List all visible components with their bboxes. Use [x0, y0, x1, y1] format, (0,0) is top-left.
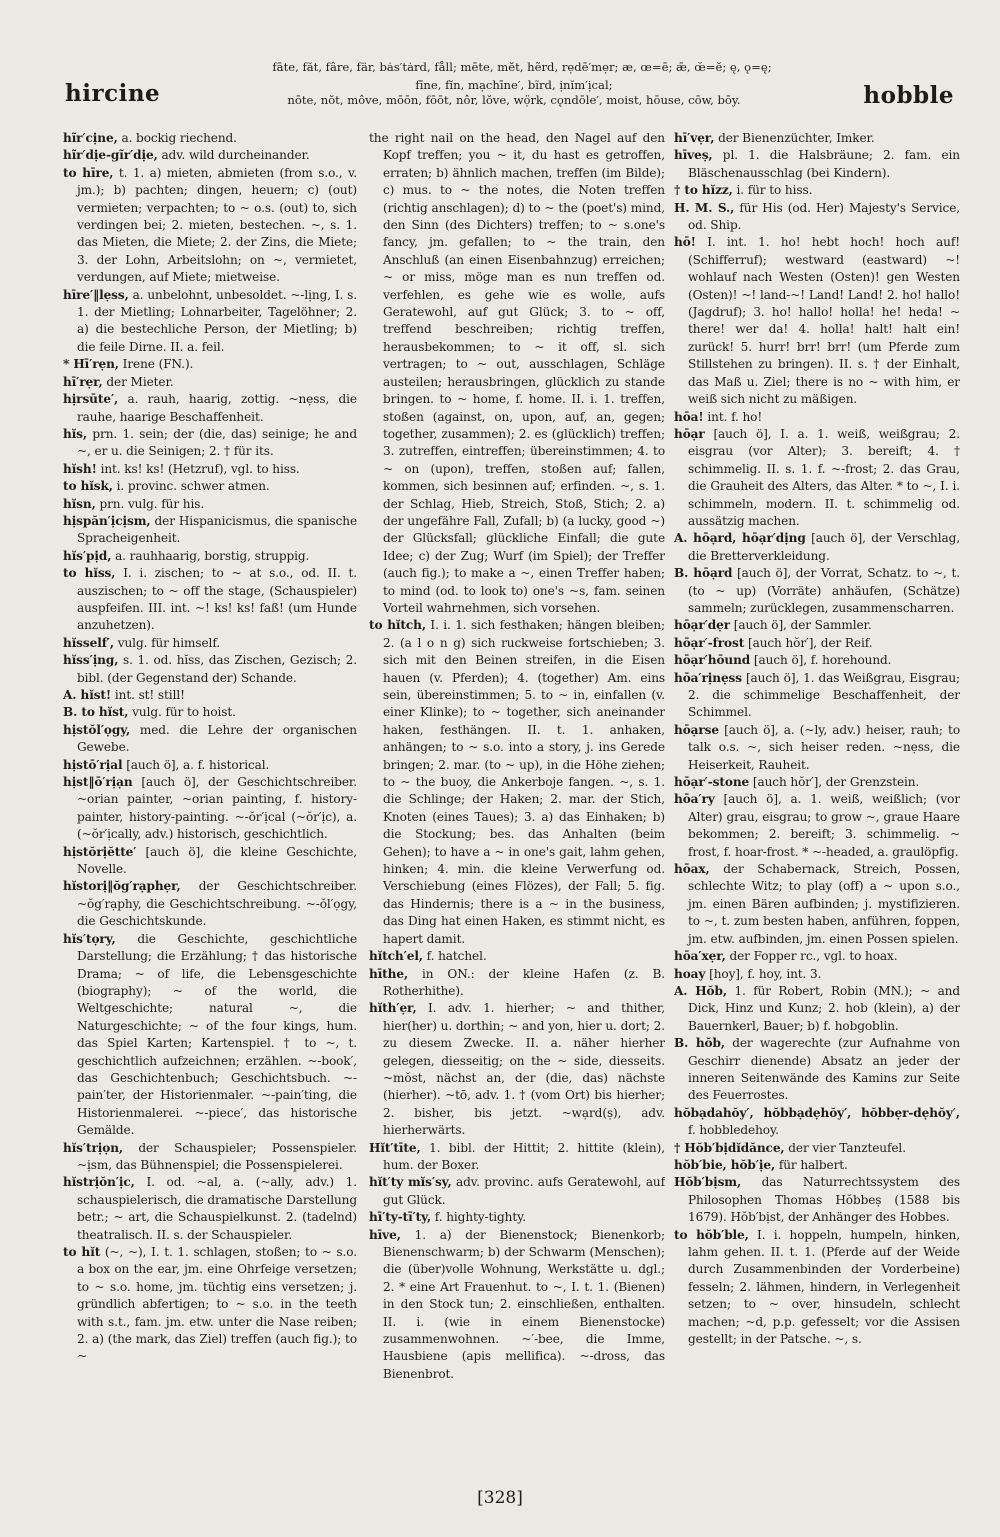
entry-headword: hĭss′ịng,: [63, 653, 119, 668]
entry-headword: to hĭsk,: [63, 479, 113, 494]
entry-headword: H. M. S.,: [674, 200, 735, 215]
entry-headword: hĭstrịŏn′ịc,: [63, 1175, 135, 1190]
entry-definition: vulg. für himself.: [117, 635, 221, 650]
dictionary-entry: [674, 200, 960, 235]
dictionary-entry: [674, 147, 960, 182]
entry-definition: [auch ö], I. a. 1. weiß, weißgrau; 2. eisgrau (vor Alter); 3. bereift; 4. † schimmelig. II. s. 1. f. ~-frost; 2. das Grau, die Grauheit des Alters, das Alter. * to ~, I. i. schimmeln, modern. II. t. schimmelig od. aussätzig machen.: [688, 426, 960, 528]
entry-headword: to hĭtch,: [369, 618, 426, 633]
entry-definition: der Geschichtschreiber. ~ŏg′rạphy, die Geschichtschreibung. ~-ŏl′ọgy, die Geschichtskunde.: [77, 879, 357, 929]
entry-headword: hōạr′dẹr: [674, 618, 730, 633]
catchword-left: hircine: [65, 80, 161, 107]
dictionary-entry: [674, 530, 960, 565]
entry-definition: für halbert.: [778, 1157, 848, 1172]
dictionary-entry: [674, 565, 960, 617]
entry-headword: hĩr′cịne,: [63, 131, 118, 145]
dictionary-entry: [369, 1000, 665, 1139]
entry-headword: hōax,: [674, 862, 710, 877]
entry-definition: I. i. zischen; to ~ at s.o., od. II. t. auszischen; to ~ off the stage, (Schauspieler) auspfeifen. III. int. ~! ks! ks! faß! (um Hunde anzuhetzen).: [77, 566, 357, 633]
page-number: [328]: [477, 1488, 523, 1508]
dictionary-entry: [63, 722, 357, 757]
dictionary-entry: [63, 513, 357, 548]
entry-headword: hĩr′dịe-gĩr′dịe,: [63, 148, 158, 163]
entry-headword: hōạr′-frost: [674, 635, 745, 650]
dictionary-entry: [674, 861, 960, 948]
entry-definition: der vier Tanzteufel.: [788, 1140, 906, 1155]
entry-headword: hō!: [674, 235, 696, 250]
dictionary-entry: [369, 1174, 665, 1209]
entry-headword: hīthe,: [369, 966, 409, 981]
dictionary-entry: [674, 635, 960, 652]
dictionary-entry: [63, 757, 357, 774]
pronunciation-key-line-2: fīne, fĭn, mạchīne′, bĩrd, ịnĭm′ịcal;: [415, 78, 613, 92]
entry-definition: [auch hŏr′], der Grenzstein.: [752, 775, 920, 790]
entry-definition: adv. provinc. aufs Geratewohl, auf gut Glück.: [383, 1175, 665, 1207]
dictionary-entry: [63, 687, 357, 704]
dictionary-entry: [674, 409, 960, 426]
entry-definition: a. rauhhaarig, borstig, struppig.: [115, 548, 310, 563]
entry-headword: hịrsūte′,: [63, 392, 119, 407]
entry-definition: i. für to hiss.: [736, 183, 813, 198]
dictionary-entry: [63, 426, 357, 461]
entry-definition: I. od. ~al, a. (~ally, adv.) 1. schauspielerisch, die dramatische Darstellung betr.; ~ art, die Schauspielkunst. 2. (tadelnd) theatralisch. II. s. der Schauspieler.: [77, 1175, 357, 1242]
dictionary-entry: [63, 1174, 357, 1244]
entry-headword: Hŏb′bịsm,: [674, 1175, 742, 1190]
entry-headword: hĭstorị‖ŏg′rạphẹr,: [63, 879, 181, 894]
pronunciation-key-line-3: nōte, nŏt, môve, mōōn, fōōt, nôr, lŏve, wọ̈rk, cǫndōle′, moist, hōuse, cōw, bōy.: [287, 93, 741, 107]
entry-definition: med. die Lehre der organischen Gewebe.: [77, 722, 357, 755]
dictionary-entry: [63, 635, 357, 652]
entry-headword: A. hōạrd, hōạr′dịng: [674, 531, 806, 546]
dictionary-entry: [674, 1140, 960, 1157]
entry-definition: int. ks! ks! (Hetzruf), vgl. to hiss.: [100, 461, 300, 476]
entry-definition: [auch ö], der Vorrat, Schatz. to ~, t. (to ~ up) (Vorräte) anhäufen, (Schätze) sammeln; zurücklegen, zusammenscharren.: [688, 566, 960, 615]
entry-definition: vulg. für to hoist.: [132, 705, 236, 720]
entry-definition: I. i. hoppeln, humpeln, hinken, lahm gehen. II. t. 1. (Pferde auf der Weide durch Zusammenbinden der Vorderbeine) fesseln; 2. lähmen, hindern, in Verlegenheit setzen; to ~ over, hinsudeln, schlecht machen; ~d, p.p. gefesselt; vor die Assisen gestellt; in der Patsche. ~, s.: [688, 1227, 960, 1347]
entry-headword: hŏb′bie, hŏb′ịe,: [674, 1157, 776, 1172]
entry-headword: * Hī′rẹn,: [63, 357, 119, 372]
dictionary-entry: [674, 617, 960, 634]
entry-definition: I. adv. 1. hierher; ~ and thither, hier(her) u. dorthin; ~ and yon, hier u. dort; 2. zu diesem Zwecke. II. a. näher hierher gelegen, diesseitig; on the ~ side, diesseits. ~mŏst, nächst an, der (die, das) nächste (hierher). ~tō, adv. 1. † (vom Ort) bis hierher; 2. bisher, bis jetzt. ~wạrd(ṣ), adv. hierherwärts.: [383, 1001, 665, 1138]
column-2: [369, 130, 665, 1480]
entry-headword: B. to hĭst,: [63, 705, 129, 720]
entry-headword: hī′vẹr,: [674, 131, 715, 145]
pronunciation-key-lower: [220, 78, 808, 108]
dictionary-entry: [63, 287, 357, 357]
entry-headword: hịspăn′ịcịsm,: [63, 513, 151, 528]
entry-definition: f. hobbledehoy.: [688, 1123, 779, 1138]
entry-definition: t. 1. a) mieten, abmieten (from s.o., v. jm.); b) pachten; dingen, heuern; c) (out) vermieten; verpachten; to ~ o.s. (out) to, sich verdingen bei; 2. mieten, bestechen. ~, s. 1. das Mieten, die Miete; 2. der Zins, die Miete; 3. der Lohn, Arbeitslohn; on ~, vermietet, verdungen, auf Miete; mietweise.: [77, 165, 357, 285]
entry-definition: [auch ö], die kleine Geschichte, Novelle.: [77, 844, 357, 877]
entry-headword: hōạr′-stone: [674, 775, 750, 790]
entry-definition: der Hispanicismus, die spanische Spracheigenheit.: [77, 513, 357, 546]
dictionary-entry: [674, 130, 960, 147]
entry-definition: der Schabernack, Streich, Possen, schlechte Witz; to play (off) a ~ upon s.o., jm. einen Bären aufbinden; j. mystifizieren. to ~, t. zum besten haben, anführen, foppen, jm. etw. aufbinden, jm. einen Possen spielen.: [688, 862, 960, 946]
entry-headword: hĭt′ty mĭs′sy,: [369, 1175, 452, 1190]
entry-definition: [auch ö], f. horehound.: [753, 653, 892, 668]
entry-definition: für His (od. Her) Majesty's Service, od. Ship.: [688, 200, 960, 233]
entry-definition: das Naturrechtssystem des Philosophen Thomas Hŏbbeṣ (1588 bis 1679). Hŏb′bịst, der Anhänger des Hobbes.: [688, 1175, 960, 1225]
dictionary-entry: [63, 652, 357, 687]
entry-definition: I. int. 1. ho! hebt hoch! hoch auf! (Schifferruf); westward (eastward) ~! wohlauf nach Westen (Osten)! gen Westen (Osten)! ~! land-~! Land! Land! 2. ho! hallo! (Jagdruf); 3. ho! hallo! holla! he! heda! ~ there! wer da! 4. holla! halt! halt ein! zurück! 5. hurr! brr! brr! (um Pferde zum Stillstehen zu bringen). II. s. † der Einhalt, das Maß u. Ziel; there is no ~ with him, er weiß sich nicht zu mäßigen.: [688, 235, 960, 407]
column-1: [63, 130, 357, 1480]
entry-definition: der Schauspieler; Possenspieler. ~ịsm, das Bühnenspiel; die Possenspielerei.: [77, 1140, 357, 1172]
dictionary-entry: [63, 1140, 357, 1175]
entry-definition: int. f. ho!: [707, 409, 763, 424]
entry-headword: to hīre,: [63, 165, 114, 180]
entry-headword: hōa′xẹr,: [674, 949, 726, 964]
dictionary-entry: [674, 1157, 960, 1174]
entry-definition: in ON.: der kleine Hafen (z. B. Rotherhithe).: [383, 966, 665, 998]
entry-definition: der wagerechte (zur Aufnahme von Geschirr dienende) Absatz an jeder der inneren Seitenwände des Kamins zur Seite des Feuerrostes.: [688, 1036, 960, 1103]
entry-headword: to hĭt: [63, 1245, 101, 1259]
entry-headword: B. hōạrd: [674, 566, 733, 581]
entry-headword: A. Hŏb,: [674, 983, 727, 998]
entry-headword: hĭs′tọry,: [63, 931, 116, 946]
entry-headword: † Hŏb′bịdĭdănce,: [674, 1140, 785, 1155]
entry-headword: hĭth′ẹr,: [369, 1001, 417, 1016]
dictionary-entry: [63, 1244, 357, 1366]
entry-definition: [auch ö], der Sammler.: [733, 618, 872, 633]
entry-definition: [auch ö], a. f. historical.: [126, 757, 270, 772]
entry-headword: hōa′rịnẹss: [674, 670, 742, 685]
entry-headword: hĭs,: [63, 426, 88, 441]
dictionary-entry: [63, 844, 357, 879]
entry-headword: hĭs′trịọn,: [63, 1140, 124, 1155]
entry-definition: [hoy], f. hoy, int. 3.: [709, 966, 822, 981]
dictionary-entry: [63, 704, 357, 721]
dictionary-entry: [674, 1174, 960, 1226]
dictionary-entry: [674, 234, 960, 408]
entry-definition: a. bockig riechend.: [121, 131, 237, 145]
entry-definition: (~, ~), I. t. 1. schlagen, stoßen; to ~ s.o. a box on the ear, jm. eine Ohrfeige versetzen; to ~ s.o. home, jm. tüchtig eins versetzen; j. gründlich abfertigen; to ~ s.o. in the teeth with s.t., fam. jm. etw. unter die Nase reiben; 2. a) (the mark, das Ziel) treffen (auch fig.); to ~: [77, 1245, 357, 1364]
entry-definition: prn. 1. sein; der (die, das) seinige; he and ~, er u. die Seinigen; 2. † für its.: [77, 426, 357, 459]
dictionary-entry: [63, 374, 357, 391]
entry-definition: der Fopper rc., vgl. to hoax.: [729, 949, 898, 964]
dictionary-entry: [63, 496, 357, 513]
entry-definition: [auch hŏr′], der Reif.: [747, 635, 873, 650]
dictionary-entry: [674, 983, 960, 1035]
entry-headword: hịstŏrịĕtte′: [63, 844, 137, 859]
dictionary-entry: [63, 878, 357, 930]
entry-headword: hīre′‖lẹss,: [63, 287, 129, 302]
entry-definition: [auch ö], der Verschlag, die Bretterverkleidung.: [688, 531, 960, 563]
dictionary-entry: [63, 165, 357, 287]
entry-definition: [auch ö], der Geschichtschreiber. ~orian painter, ~orian painting, f. history-painter, history-painting. ~-ŏr′ịcal (~ŏr′ịc), a. (~ŏr′ịcally, adv.) historisch, geschichtlich.: [77, 775, 357, 842]
entry-definition: die Geschichte, geschichtliche Darstellung; die Erzählung; † das historische Drama; ~ of life, die Lebensgeschichte (biography); ~ of the world, die Weltgeschichte; natural ~, die Naturgeschichte; ~ of the four kings, hum. das Spiel Karten; Kartenspiel. † to ~, t. geschichtlich aufzeichnen; erzählen. ~-book′, das Geschichtenbuch; Geschichtsbuch. ~-pain′ter, der Historienmaler. ~-pain′ting, die Historienmalerei. ~-piece′, das historische Gemälde.: [77, 931, 357, 1138]
entry-definition: [auch ö], a. 1. weiß, weißlich; (vor Alter) grau, eisgrau; to grow ~, graue Haare bekommen; 2. bereift; 3. schimmelig. ~ frost, f. hoar-frost. * ~-headed, a. graulöpfig.: [688, 792, 960, 859]
entry-headword: hĭsn,: [63, 496, 96, 511]
entry-definition: a. rauh, haarig, zottig. ~nẹss, die rauhe, haarige Beschaffenheit.: [77, 392, 357, 424]
dictionary-entry: [63, 931, 357, 1140]
entry-definition: a. unbelohnt, unbesoldet. ~-lịng, I. s. 1. der Mietling; Lohnarbeiter, Tagelöhner; 2. a) die bestechliche Person, der Mietling; b) die feile Dirne. II. a. feil.: [77, 287, 357, 354]
entry-headword: hōạr′hōund: [674, 653, 751, 668]
entry-headword: hōa′ry: [674, 792, 715, 807]
dictionary-entry: [674, 722, 960, 774]
entry-headword: hīveṣ,: [674, 148, 713, 163]
dictionary-entry: [63, 147, 357, 164]
entry-definition: f. highty-tighty.: [434, 1210, 526, 1225]
entry-headword: Hĭt′tīte,: [369, 1140, 421, 1155]
entry-headword: hoay: [674, 966, 706, 981]
entry-headword: hīve,: [369, 1227, 401, 1242]
dictionary-entry: [369, 948, 665, 965]
entry-definition: der Mieter.: [106, 374, 174, 389]
entry-definition: s. 1. od. hĭss, das Zischen, Gezisch; 2. bibl. (der Gegenstand der) Schande.: [77, 653, 357, 685]
dictionary-entry: [63, 565, 357, 635]
dictionary-entry: [674, 652, 960, 669]
entry-definition: the right nail on the head, den Nagel auf den Kopf treffen; you ~ it, du hast es getroffen, erraten; b) ähnlich machen, treffen (im Bilde); c) mus. to ~ the notes, die Noten treffen (richtig anschlagen); d) to ~ the (poet's) mind, den Sinn (des Dichters) treffen; to ~ s.one's fancy, jm. gefallen; to ~ the train, den Anschluß (an einen Eisenbahnzug) erreichen; ~ or miss, möge man es nun treffen od. verfehlen, es gehe wie es wolle, aufs Geratewohl, auf gut Glück; 3. to ~ off, treffend beschreiben; richtig treffen, herausbekommen; to ~ it off, sl. sich vertragen; to ~ out, ausschlagen, Schläge austeilen; herausbringen, glücklich zu stande bringen. to ~ home, f. home. II. i. 1. treffen, stoßen (against, on, upon, auf, an, gegen; together, zusammen); 2. es (glücklich) treffen; 3. zutreffen, eintreffen; übereinstimmen; 4. to ~ on (upon), treffen, stoßen auf; fallen, kommen, sich besinnen auf; erfinden. ~, s. 1. der Schlag, Hieb, Streich, Stoß, Stich; 2. a) der ungefähre Fall, Zufall; b) (a lucky, good ~) der Glücksfall; glückliche Einfall; die gute Idee; c) der Zug; Wurf (im Spiel); der Treffer (auch fig.); to make a ~, einen Treffer haben; to mind (od. to look to) one's ~s, fam. seinen Vorteil wahrnehmen, sich vorsehen.: [369, 131, 665, 615]
dictionary-entry: [63, 391, 357, 426]
entry-headword: hịstŏl′ọgy,: [63, 722, 131, 737]
dictionary-entry: [369, 1140, 665, 1175]
entry-headword: hōạrse: [674, 722, 719, 737]
pronunciation-key-line-1: fāte, făt, fâre, fär, bȧs′tȧrd, fåll; mēte, mĕt, hẽrd, rẹdē′mẹr; æ, œ=ē; ǣ, œ̆=ĕ; ę, ǫ=ę;: [272, 60, 772, 74]
dictionary-entry: [63, 774, 357, 844]
entry-definition: 1. bibl. der Hittit; 2. hittite (klein), hum. der Boxer.: [383, 1140, 665, 1172]
entry-definition: 1. für Robert, Robin (MN.); ~ and Dick, Hinz und Kunz; 2. hob (klein), a) der Bauernkerl, Bauer; b) f. hobgoblin.: [688, 983, 960, 1033]
dictionary-entry: [369, 966, 665, 1001]
entry-headword: hī′ty-tī′ty,: [369, 1210, 432, 1225]
entry-definition: [auch ö], a. (~ly, adv.) heiser, rauh; to talk o.s. ~, sich heiser reden. ~nẹss, die Heiserkeit, Rauheit.: [688, 722, 960, 772]
entry-headword: hĭsself′,: [63, 635, 114, 650]
entry-headword: hĭsh!: [63, 461, 97, 476]
entry-headword: B. hŏb,: [674, 1036, 725, 1051]
entry-headword: hŏbạdahŏy′, hŏbbạdẹhŏy′, hŏbbẹr-dẹhŏy′,: [674, 1105, 960, 1120]
entry-headword: hōạr: [674, 426, 705, 441]
dictionary-entry: [674, 966, 960, 983]
dictionary-entry: [674, 774, 960, 791]
entry-definition: der Bienenzüchter, Imker.: [718, 131, 875, 145]
entry-headword: A. hĭst!: [63, 688, 112, 702]
entry-headword: to hĭss,: [63, 566, 116, 581]
dictionary-entry: [674, 670, 960, 722]
entry-headword: hĭtch′el,: [369, 949, 423, 964]
entry-definition: adv. wild durcheinander.: [161, 148, 310, 163]
dictionary-entry: [63, 130, 357, 147]
dictionary-entry: [674, 1035, 960, 1105]
entry-headword: hōa!: [674, 409, 704, 424]
entry-definition: i. provinc. schwer atmen.: [116, 479, 270, 494]
entry-definition: I. i. 1. sich festhaken; hängen bleiben; 2. (a l o n g) sich ruckweise fortschieben; 3. sich mit den Beinen streifen, in die Eisen hauen (v. Pferden); 4. (together) Am. eins sein, übereinstimmen; 5. to ~ in, einfallen (v. einer Klinke); to ~ together, sich aneinander haken, festhängen. II. t. 1. anhaken, anhängen; to ~ s.o. into a story, j. ins Gerede bringen; 2. mar. (to ~ up), in die Höhe ziehen; to ~ the buoy, die Ankerboje fangen. ~, s. 1. die Schlinge; der Haken; 2. mar. der Stich, Knoten (eines Taues); 3. a) das Einhaken; b) die Stockung; bes. das Anhalten (beim Gehen); to have a ~ in one's gait, lahm gehen, hinken; 4. min. die kleine Verwerfung od. Verschiebung (eines Flözes), der Fall; 5. fig. das Hindernis; there is a ~ in the business, das Ding hat einen Haken, es stimmt nicht, es hapert damit.: [383, 618, 665, 946]
dictionary-entry: [63, 548, 357, 565]
dictionary-entry: [674, 182, 960, 199]
entry-headword: hī′rẹr,: [63, 374, 103, 389]
dictionary-entry: [674, 1105, 960, 1140]
entry-definition: pl. 1. die Halsbräune; 2. fam. ein Bläschenausschlag (bei Kindern).: [688, 148, 960, 180]
dictionary-entry: [674, 791, 960, 861]
entry-headword: to hŏb′ble,: [674, 1227, 749, 1242]
entry-headword: hịst‖ō′rịạn: [63, 775, 133, 790]
entry-definition: [auch ö], 1. das Weißgrau, Eisgrau; 2. die schimmelige Beschaffenheit, der Schimmel.: [688, 670, 960, 720]
entry-headword: † to hĭzz,: [674, 183, 733, 198]
dictionary-entry: [369, 1209, 665, 1226]
entry-definition: f. hatchel.: [426, 949, 487, 964]
dictionary-entry: [63, 461, 357, 478]
column-3: [674, 130, 960, 1480]
dictionary-entry: [369, 617, 665, 948]
entry-definition: int. st! still!: [114, 688, 185, 702]
dictionary-entry: [674, 426, 960, 530]
dictionary-entry: [369, 130, 665, 617]
entry-definition: 1. a) der Bienenstock; Bienenkorb; Bienenschwarm; b) der Schwarm (Menschen); die (über)volle Wohnung, Werkstätte u. dgl.; 2. * eine Art Frauenhut. to ~, I. t. 1. (Bienen) in den Stock tun; 2. einschließen, enthalten. II. i. (wie in einem Bienenstocke) zusammenwohnen. ~′-bee, die Imme, Hausbiene (apis mellifica). ~-dross, das Bienenbrot.: [383, 1227, 665, 1381]
entry-definition: Irene (FN.).: [122, 357, 194, 372]
entry-headword: hịstō′rịal: [63, 757, 123, 772]
dictionary-entry: [63, 356, 357, 373]
pronunciation-key: [228, 60, 816, 75]
catchword-right: hobble: [863, 82, 954, 109]
dictionary-entry: [674, 948, 960, 965]
dictionary-entry: [674, 1227, 960, 1349]
dictionary-entry: [369, 1227, 665, 1384]
entry-definition: prn. vulg. für his.: [99, 496, 205, 511]
dictionary-entry: [63, 478, 357, 495]
entry-headword: hĭs′pịd,: [63, 548, 112, 563]
